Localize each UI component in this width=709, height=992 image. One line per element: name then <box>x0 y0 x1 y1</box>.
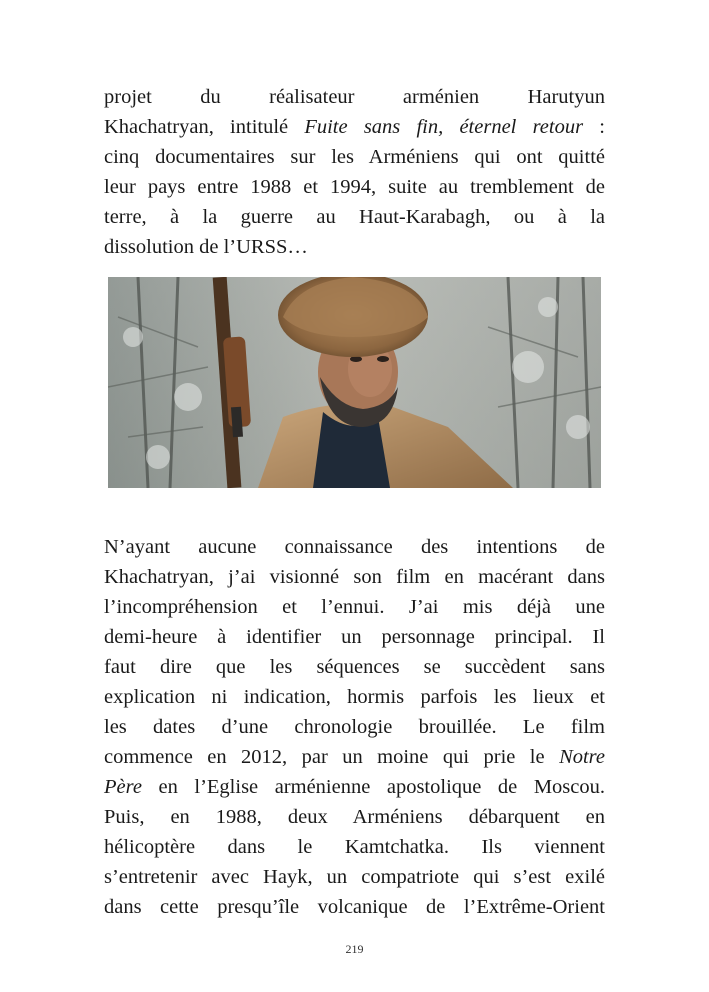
text-line: l’incompréhension et l’ennui. J’ai mis déjà une <box>104 596 605 618</box>
paragraph-review <box>104 532 605 922</box>
text-line: projet du réalisateur arménien Harutyun <box>104 86 605 108</box>
page-number: 219 <box>345 942 364 956</box>
text-run: en l’Eglise arménienne apostolique de Moscou. <box>141 776 605 798</box>
text-line: les dates d’une chronologie brouillée. Le film <box>104 716 605 738</box>
text-line: hélicoptère dans le Kamtchatka. Ils viennent <box>104 836 605 858</box>
text-line <box>104 742 605 772</box>
text-line: Khachatryan, j’ai visionné son film en macérant dans <box>104 566 605 588</box>
text-line <box>104 112 605 142</box>
text-line: Puis, en 1988, deux Arméniens débarquent en <box>104 806 605 828</box>
prayer-title: Père <box>104 776 142 798</box>
text-run: Khachatryan, intitulé <box>104 116 305 138</box>
text-run: commence en 2012, par un moine qui prie le <box>104 746 560 768</box>
text-line <box>104 772 605 802</box>
text-line: cinq documentaires sur les Arméniens qui ont quitté <box>104 146 605 168</box>
paragraph-intro <box>104 82 605 262</box>
prayer-title: Notre <box>559 746 605 768</box>
text-run: : <box>583 116 605 138</box>
text-line: explication ni indication, hormis parfois les lieux et <box>104 686 605 708</box>
film-still-photo <box>108 277 601 488</box>
text-line: faut dire que les séquences se succèdent sans <box>104 656 605 678</box>
text-line: demi-heure à identifier un personnage principal. Il <box>104 626 605 648</box>
text-line: s’entretenir avec Hayk, un compatriote qui s’est exilé <box>104 866 605 888</box>
text-line: dissolution de l’URSS… <box>104 236 308 258</box>
text-line: leur pays entre 1988 et 1994, suite au tremblement de <box>104 176 605 198</box>
text-line: N’ayant aucune connaissance des intentions de <box>104 536 605 558</box>
text-line: dans cette presqu’île volcanique de l’Extrême-Orient <box>104 896 605 918</box>
text-line: terre, à la guerre au Haut-Karabagh, ou à la <box>104 206 605 228</box>
film-title: Fuite sans fin, éternel retour <box>304 116 584 138</box>
film-still-image <box>108 277 601 488</box>
